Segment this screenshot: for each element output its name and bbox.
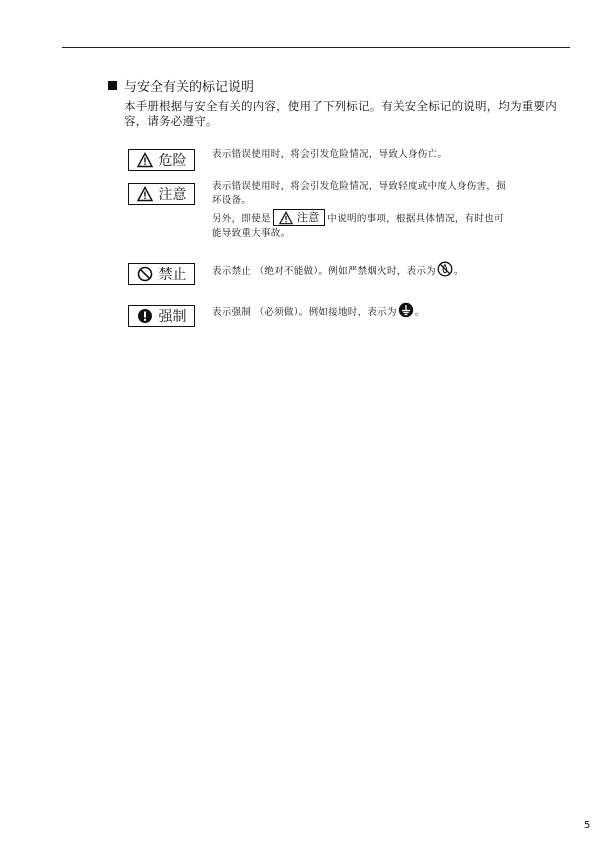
inline-caution-label: 注意 [296,210,320,224]
prohibition-badge [128,263,195,285]
inline-caution-badge [273,209,326,226]
description-line: 表示错误使用时，将会引发危险情况，导致轻度或中度人身伤害，损 [212,181,507,192]
mandatory-description [212,302,425,320]
caution-note-line-2: 能导致重大事故。 [212,227,291,239]
exclamation-circle-icon [137,308,153,324]
description-line: 表示错误使用时，将会引发危险情况，导致人身伤亡。 [212,149,448,160]
warning-triangle-icon [137,152,153,168]
mandatory-badge [128,305,195,327]
section-heading [108,80,254,96]
note-prefix: 另外，即使是 [212,213,271,225]
danger-badge [128,149,195,171]
caution-description [212,180,506,241]
description-end: 。 [414,307,425,318]
warning-triangle-icon [137,186,153,202]
prohibition-label: 禁止 [158,267,187,283]
caution-label: 注意 [158,187,187,203]
description-text: 表示强制 （必须做）。例如接地时，表示为 [212,307,397,318]
caution-note-line [212,209,506,227]
danger-description [212,148,447,162]
description-line: 坏设备。 [212,195,252,206]
ground-icon [398,302,414,318]
intro-paragraph: 本手册根据与安全有关的内容，使用了下列标记。有关安全标记的说明，均为重要内容，请务必遵守。 [124,99,557,128]
page-number: 5 [584,820,591,831]
prohibition-icon [137,266,153,282]
note-suffix: 中说明的事项，根据具体情况，有时也可 [327,213,504,225]
warning-triangle-icon [279,211,293,225]
square-bullet-icon [108,81,117,90]
no-fire-icon [437,261,453,277]
description-end: 。 [453,266,464,277]
section-title: 与安全有关的标记说明 [124,80,255,95]
prohibition-description [212,261,464,279]
description-text: 表示禁止 （绝对不能做）。例如严禁烟火时，表示为 [212,266,436,277]
mandatory-label: 强制 [158,309,187,325]
danger-label: 危险 [158,153,187,169]
caution-badge [128,183,195,205]
top-rule [62,47,570,48]
